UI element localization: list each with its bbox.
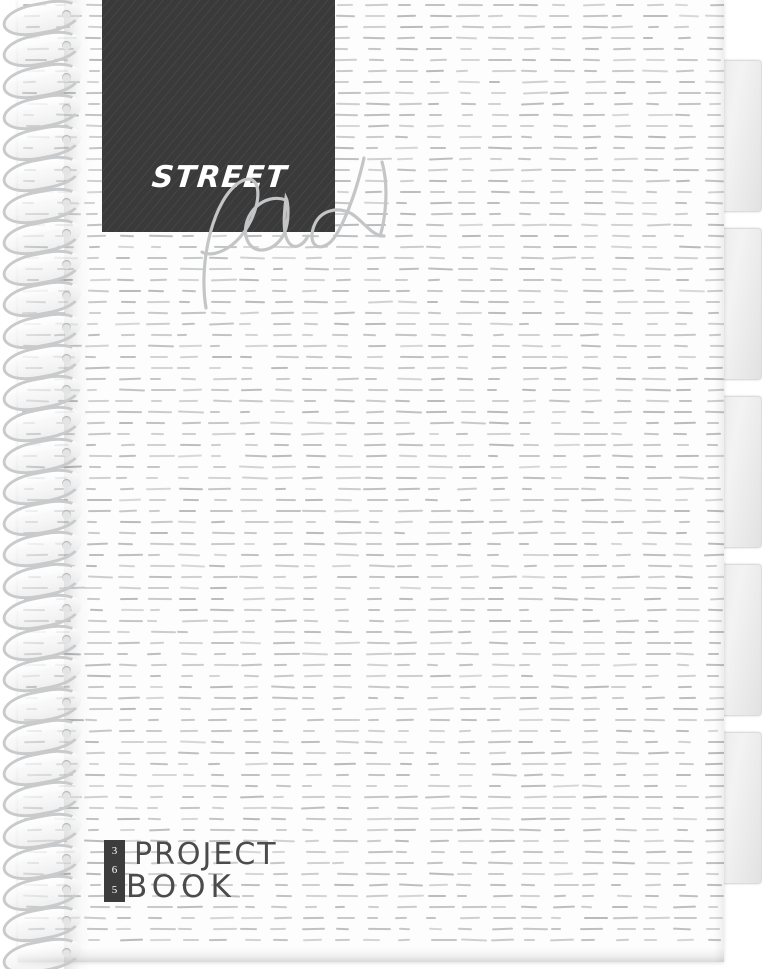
project-words [126, 837, 278, 905]
badge-digit-3: 3 [111, 845, 118, 858]
spiral-coil [2, 2, 76, 28]
spiral-coil [2, 127, 76, 153]
badge-digit-6: 6 [111, 864, 118, 877]
spiral-coil [2, 440, 76, 466]
spiral-coil [2, 408, 76, 434]
spiral-coil [2, 471, 76, 497]
spiral-coil [2, 940, 76, 966]
spiral-coil [2, 783, 76, 809]
spiral-coil [2, 721, 76, 747]
spiral-coil [2, 96, 76, 122]
project-book-title-block [104, 837, 278, 905]
spiral-coil [2, 190, 76, 216]
title-book: BOOK [126, 869, 236, 905]
spiral-binding [0, 0, 84, 969]
spiral-coil [2, 158, 76, 184]
brand-name-street: STREET [150, 160, 290, 195]
spiral-coil [2, 752, 76, 778]
spiral-coil [2, 502, 76, 528]
spiral-coil [2, 283, 76, 309]
cover-bottom-edge-shadow [18, 948, 724, 962]
badge-digit-5: 5 [111, 883, 118, 896]
spiral-coil [2, 315, 76, 341]
spiral-coil [2, 533, 76, 559]
spiral-coil [2, 596, 76, 622]
spiral-coil [2, 815, 76, 841]
spiral-coil [2, 346, 76, 372]
spiral-coil [2, 65, 76, 91]
spiral-coil [2, 33, 76, 59]
spiral-coil [2, 690, 76, 716]
spiral-coil [2, 908, 76, 934]
spiral-coil [2, 252, 76, 278]
badge-365 [104, 840, 125, 902]
spiral-coil [2, 877, 76, 903]
spiral-coil [2, 221, 76, 247]
logo-panel [102, 0, 335, 232]
spiral-coil [2, 377, 76, 403]
notebook-cover [18, 0, 724, 962]
cover-right-edge-shadow [714, 0, 724, 962]
spiral-coil [2, 565, 76, 591]
spiral-coil [2, 846, 76, 872]
spiral-coil [2, 658, 76, 684]
title-project: PROJECT [134, 837, 278, 872]
spiral-coil [2, 627, 76, 653]
